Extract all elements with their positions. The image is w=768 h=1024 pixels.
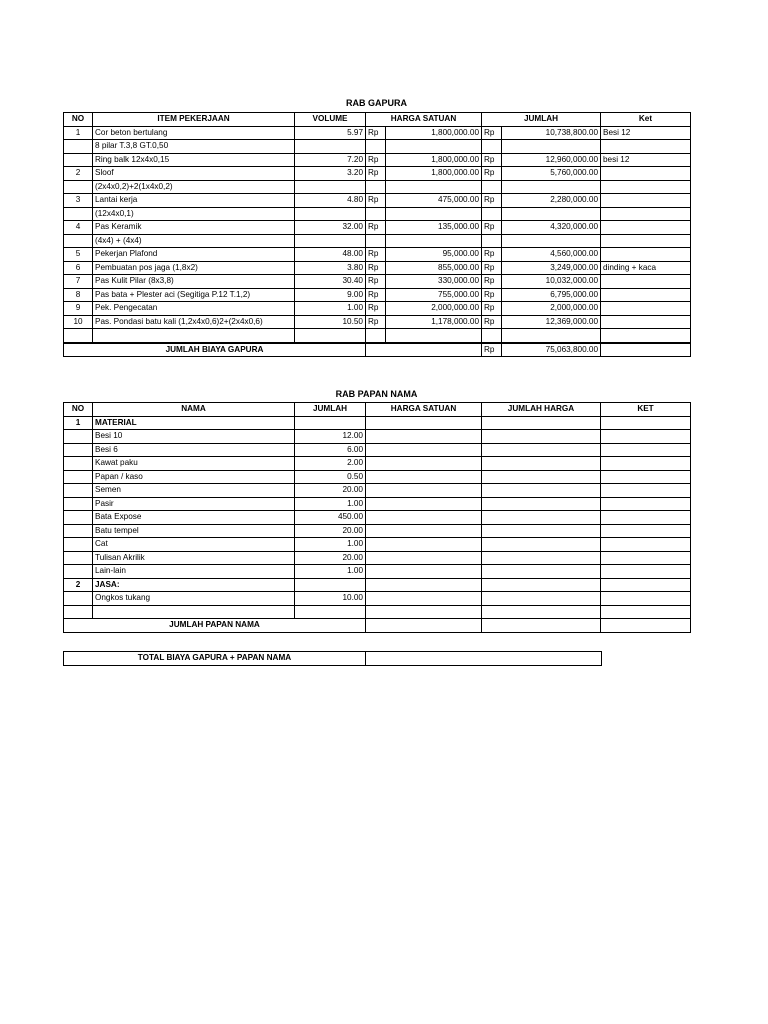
gapura-row [64, 180, 691, 194]
header-item-pekerjaan: ITEM PEKERJAAN [93, 113, 295, 127]
row-harga-satuan [366, 538, 482, 552]
papan-row [64, 457, 691, 471]
row-item: Sloof [93, 167, 295, 181]
row-jumlah: 12.00 [295, 430, 366, 444]
gapura-row [64, 234, 691, 248]
gapura-row [64, 261, 691, 275]
row-jumlah: 10,738,800.00 [502, 126, 601, 140]
row-no [64, 538, 93, 552]
row-harga-currency: Rp [366, 126, 386, 140]
row-jumlah: 10,032,000.00 [502, 275, 601, 289]
row-no [64, 207, 93, 221]
gapura-row [64, 248, 691, 262]
row-jumlah-currency: Rp [482, 275, 502, 289]
gapura-row [64, 302, 691, 316]
row-harga-satuan [386, 140, 482, 154]
header-harga-satuan: HARGA SATUAN [366, 113, 482, 127]
row-ket [601, 221, 691, 235]
row-jumlah-harga [482, 470, 601, 484]
row-ket [601, 578, 691, 592]
row-harga-currency [366, 329, 386, 343]
row-no: 7 [64, 275, 93, 289]
row-harga-satuan [366, 430, 482, 444]
row-jumlah: 2,280,000.00 [502, 194, 601, 208]
row-no [64, 497, 93, 511]
row-no [64, 551, 93, 565]
gapura-table [63, 112, 691, 357]
row-harga-satuan [366, 470, 482, 484]
row-harga-satuan [366, 443, 482, 457]
grand-total-table [63, 651, 602, 666]
row-no [64, 443, 93, 457]
row-harga-currency: Rp [366, 221, 386, 235]
row-harga-satuan: 1,800,000.00 [386, 167, 482, 181]
row-nama: JASA: [93, 578, 295, 592]
row-jumlah-currency [482, 234, 502, 248]
header-volume: VOLUME [295, 113, 366, 127]
row-no [64, 511, 93, 525]
papan-row [64, 605, 691, 619]
row-no: 10 [64, 315, 93, 329]
row-no: 9 [64, 302, 93, 316]
row-harga-satuan: 2,000,000.00 [386, 302, 482, 316]
row-harga-satuan: 1,800,000.00 [386, 126, 482, 140]
gapura-row [64, 207, 691, 221]
gapura-row [64, 315, 691, 329]
row-jumlah: 20.00 [295, 484, 366, 498]
row-harga-currency: Rp [366, 315, 386, 329]
row-jumlah-harga [482, 484, 601, 498]
row-item: 8 pilar T.3,8 GT.0,50 [93, 140, 295, 154]
row-item: Pembuatan pos jaga (1,8x2) [93, 261, 295, 275]
row-harga-currency: Rp [366, 275, 386, 289]
papan-row [64, 484, 691, 498]
row-jumlah [502, 234, 601, 248]
row-no [64, 470, 93, 484]
row-harga-satuan [366, 592, 482, 606]
row-jumlah: 450.00 [295, 511, 366, 525]
papan-header-row [64, 403, 691, 417]
row-jumlah-currency [482, 207, 502, 221]
row-nama: Kawat paku [93, 457, 295, 471]
row-nama: Cat [93, 538, 295, 552]
row-ket [601, 194, 691, 208]
row-jumlah-currency: Rp [482, 221, 502, 235]
row-no [64, 329, 93, 343]
row-jumlah-harga [482, 605, 601, 619]
row-jumlah: 2,000,000.00 [502, 302, 601, 316]
row-jumlah: 2.00 [295, 457, 366, 471]
row-ket [601, 416, 691, 430]
row-harga-satuan: 1,800,000.00 [386, 153, 482, 167]
papan-row [64, 430, 691, 444]
row-ket: besi 12 [601, 153, 691, 167]
row-no: 4 [64, 221, 93, 235]
row-jumlah-currency: Rp [482, 167, 502, 181]
row-volume [295, 207, 366, 221]
row-nama: Pasir [93, 497, 295, 511]
gapura-total-value: 75,063,800.00 [502, 343, 601, 357]
grand-total-label: TOTAL BIAYA GAPURA + PAPAN NAMA [64, 652, 366, 666]
row-ket [601, 457, 691, 471]
header-nama: NAMA [93, 403, 295, 417]
row-nama: Besi 10 [93, 430, 295, 444]
row-jumlah-currency: Rp [482, 288, 502, 302]
row-volume: 48.00 [295, 248, 366, 262]
row-harga-satuan [386, 180, 482, 194]
row-ket [601, 524, 691, 538]
row-harga-currency: Rp [366, 194, 386, 208]
row-jumlah-harga [482, 565, 601, 579]
row-nama: Ongkos tukang [93, 592, 295, 606]
row-no [64, 140, 93, 154]
row-jumlah-currency: Rp [482, 315, 502, 329]
row-jumlah: 12,960,000.00 [502, 153, 601, 167]
gapura-total-row [64, 343, 691, 357]
row-harga-satuan [366, 524, 482, 538]
papan-total-row [64, 619, 691, 633]
papan-row [64, 592, 691, 606]
gapura-row [64, 126, 691, 140]
row-item [93, 329, 295, 343]
row-jumlah-harga [482, 524, 601, 538]
row-harga-satuan [366, 416, 482, 430]
row-harga-satuan [366, 484, 482, 498]
row-jumlah-harga [482, 443, 601, 457]
row-volume: 30.40 [295, 275, 366, 289]
row-no [64, 605, 93, 619]
row-ket [601, 497, 691, 511]
row-jumlah-harga [482, 592, 601, 606]
row-harga-currency [366, 207, 386, 221]
row-ket [601, 551, 691, 565]
row-volume [295, 140, 366, 154]
row-jumlah [295, 605, 366, 619]
row-item: (2x4x0,2)+2(1x4x0,2) [93, 180, 295, 194]
row-harga-satuan: 855,000.00 [386, 261, 482, 275]
row-jumlah: 1.00 [295, 497, 366, 511]
row-nama: Batu tempel [93, 524, 295, 538]
grand-total-row [64, 652, 602, 666]
grand-total-value [366, 652, 602, 666]
row-ket [601, 605, 691, 619]
row-volume: 3.20 [295, 167, 366, 181]
row-ket [601, 288, 691, 302]
row-harga-satuan [366, 578, 482, 592]
row-ket [601, 511, 691, 525]
row-ket [601, 167, 691, 181]
row-jumlah-harga [482, 430, 601, 444]
row-jumlah-harga [482, 497, 601, 511]
header-jumlah: JUMLAH [482, 113, 601, 127]
row-no [64, 457, 93, 471]
gapura-total-label: JUMLAH BIAYA GAPURA [64, 343, 366, 357]
row-ket [601, 484, 691, 498]
row-ket [601, 538, 691, 552]
header-no: NO [64, 403, 93, 417]
papan-row [64, 551, 691, 565]
row-no [64, 524, 93, 538]
row-jumlah: 1.00 [295, 565, 366, 579]
row-harga-satuan: 475,000.00 [386, 194, 482, 208]
row-ket: dinding + kaca [601, 261, 691, 275]
row-jumlah: 0.50 [295, 470, 366, 484]
row-nama: MATERIAL [93, 416, 295, 430]
papan-row [64, 416, 691, 430]
row-no: 3 [64, 194, 93, 208]
row-item: Pekerjan Plafond [93, 248, 295, 262]
row-ket [601, 443, 691, 457]
row-harga-currency [366, 234, 386, 248]
row-jumlah: 10.00 [295, 592, 366, 606]
row-jumlah-harga [482, 416, 601, 430]
row-nama: Lain-lain [93, 565, 295, 579]
papan-row [64, 538, 691, 552]
gapura-row [64, 329, 691, 343]
row-no [64, 430, 93, 444]
row-nama: Tulisan Akrilik [93, 551, 295, 565]
row-no [64, 180, 93, 194]
row-ket [601, 207, 691, 221]
header-ket: KET [601, 403, 691, 417]
header-ket: Ket [601, 113, 691, 127]
row-item: Pas Kulit Pilar (8x3,8) [93, 275, 295, 289]
row-jumlah: 3,249,000.00 [502, 261, 601, 275]
row-ket [601, 180, 691, 194]
papan-row [64, 524, 691, 538]
row-jumlah: 4,320,000.00 [502, 221, 601, 235]
row-ket [601, 470, 691, 484]
row-no [64, 234, 93, 248]
row-volume: 5.97 [295, 126, 366, 140]
row-harga-satuan [386, 234, 482, 248]
row-jumlah [502, 329, 601, 343]
row-jumlah-harga [482, 578, 601, 592]
row-ket [601, 248, 691, 262]
row-ket [601, 592, 691, 606]
row-harga-satuan [366, 497, 482, 511]
row-jumlah: 5,760,000.00 [502, 167, 601, 181]
row-no: 2 [64, 578, 93, 592]
papan-row [64, 497, 691, 511]
row-jumlah: 12,369,000.00 [502, 315, 601, 329]
row-harga-currency: Rp [366, 153, 386, 167]
gapura-row [64, 167, 691, 181]
row-jumlah-currency: Rp [482, 126, 502, 140]
row-jumlah: 6.00 [295, 443, 366, 457]
papan-total-label: JUMLAH PAPAN NAMA [64, 619, 366, 633]
row-jumlah-currency [482, 140, 502, 154]
row-harga-satuan: 330,000.00 [386, 275, 482, 289]
row-ket [601, 302, 691, 316]
row-ket [601, 140, 691, 154]
row-volume: 4.80 [295, 194, 366, 208]
row-item: (4x4) + (4x4) [93, 234, 295, 248]
row-harga-satuan [386, 329, 482, 343]
row-jumlah [502, 140, 601, 154]
row-no: 1 [64, 416, 93, 430]
row-jumlah [502, 180, 601, 194]
row-no [64, 592, 93, 606]
row-jumlah: 1.00 [295, 538, 366, 552]
row-harga-satuan: 95,000.00 [386, 248, 482, 262]
papan-title: RAB PAPAN NAMA [335, 389, 418, 399]
row-jumlah [502, 207, 601, 221]
row-no [64, 484, 93, 498]
row-volume: 3.80 [295, 261, 366, 275]
row-jumlah-currency: Rp [482, 153, 502, 167]
row-harga-currency [366, 180, 386, 194]
row-volume: 10.50 [295, 315, 366, 329]
row-jumlah-currency: Rp [482, 194, 502, 208]
row-jumlah-currency: Rp [482, 261, 502, 275]
header-jumlah-harga: JUMLAH HARGA [482, 403, 601, 417]
row-no [64, 565, 93, 579]
row-nama: Semen [93, 484, 295, 498]
row-ket [601, 565, 691, 579]
row-harga-currency: Rp [366, 167, 386, 181]
row-ket: Besi 12 [601, 126, 691, 140]
row-harga-satuan [366, 551, 482, 565]
row-no: 2 [64, 167, 93, 181]
row-jumlah: 20.00 [295, 551, 366, 565]
row-no: 1 [64, 126, 93, 140]
row-ket [601, 275, 691, 289]
row-volume: 9.00 [295, 288, 366, 302]
row-harga-satuan [366, 565, 482, 579]
gapura-row [64, 221, 691, 235]
papan-row [64, 443, 691, 457]
row-item: Pas Keramik [93, 221, 295, 235]
row-volume [295, 234, 366, 248]
row-item: Pas bata + Plester aci (Segitiga P.12 T.1,2) [93, 288, 295, 302]
row-ket [601, 430, 691, 444]
row-volume: 7.20 [295, 153, 366, 167]
row-harga-satuan: 755,000.00 [386, 288, 482, 302]
row-nama: Besi 6 [93, 443, 295, 457]
row-harga-currency: Rp [366, 288, 386, 302]
papan-row [64, 565, 691, 579]
row-jumlah: 20.00 [295, 524, 366, 538]
row-jumlah-harga [482, 551, 601, 565]
papan-row [64, 511, 691, 525]
row-harga-satuan [366, 457, 482, 471]
row-harga-satuan: 1,178,000.00 [386, 315, 482, 329]
row-item: Ring balk 12x4x0,15 [93, 153, 295, 167]
row-harga-currency: Rp [366, 261, 386, 275]
row-nama: Papan / kaso [93, 470, 295, 484]
gapura-row [64, 194, 691, 208]
row-no: 6 [64, 261, 93, 275]
row-nama: Bata Expose [93, 511, 295, 525]
row-harga-currency: Rp [366, 248, 386, 262]
gapura-row [64, 275, 691, 289]
row-volume [295, 180, 366, 194]
row-jumlah-harga [482, 511, 601, 525]
gapura-row [64, 288, 691, 302]
row-harga-satuan [386, 207, 482, 221]
header-no: NO [64, 113, 93, 127]
row-item: Cor beton bertulang [93, 126, 295, 140]
row-volume: 32.00 [295, 221, 366, 235]
gapura-total-currency: Rp [482, 343, 502, 357]
row-no [64, 153, 93, 167]
row-volume [295, 329, 366, 343]
row-ket [601, 234, 691, 248]
papan-nama-table [63, 402, 691, 633]
row-jumlah [295, 416, 366, 430]
header-jumlah: JUMLAH [295, 403, 366, 417]
header-harga-satuan: HARGA SATUAN [366, 403, 482, 417]
row-harga-satuan [366, 511, 482, 525]
row-ket [601, 315, 691, 329]
row-no: 8 [64, 288, 93, 302]
row-jumlah-currency [482, 329, 502, 343]
row-nama [93, 605, 295, 619]
row-harga-currency [366, 140, 386, 154]
papan-row [64, 578, 691, 592]
row-jumlah: 4,560,000.00 [502, 248, 601, 262]
row-item: Pek. Pengecatan [93, 302, 295, 316]
gapura-header-row [64, 113, 691, 127]
row-volume: 1.00 [295, 302, 366, 316]
gapura-row [64, 140, 691, 154]
row-item: (12x4x0,1) [93, 207, 295, 221]
gapura-row [64, 153, 691, 167]
row-harga-satuan: 135,000.00 [386, 221, 482, 235]
row-item: Lantai kerja [93, 194, 295, 208]
row-harga-currency: Rp [366, 302, 386, 316]
row-jumlah: 6,795,000.00 [502, 288, 601, 302]
row-harga-satuan [366, 605, 482, 619]
row-jumlah-harga [482, 457, 601, 471]
row-jumlah-currency: Rp [482, 302, 502, 316]
row-jumlah-harga [482, 538, 601, 552]
row-no: 5 [64, 248, 93, 262]
row-jumlah-currency [482, 180, 502, 194]
row-jumlah [295, 578, 366, 592]
row-ket [601, 329, 691, 343]
row-jumlah-currency: Rp [482, 248, 502, 262]
row-item: Pas. Pondasi batu kali (1,2x4x0,6)2+(2x4x0,6) [93, 315, 295, 329]
gapura-title: RAB GAPURA [345, 98, 407, 108]
papan-row [64, 470, 691, 484]
